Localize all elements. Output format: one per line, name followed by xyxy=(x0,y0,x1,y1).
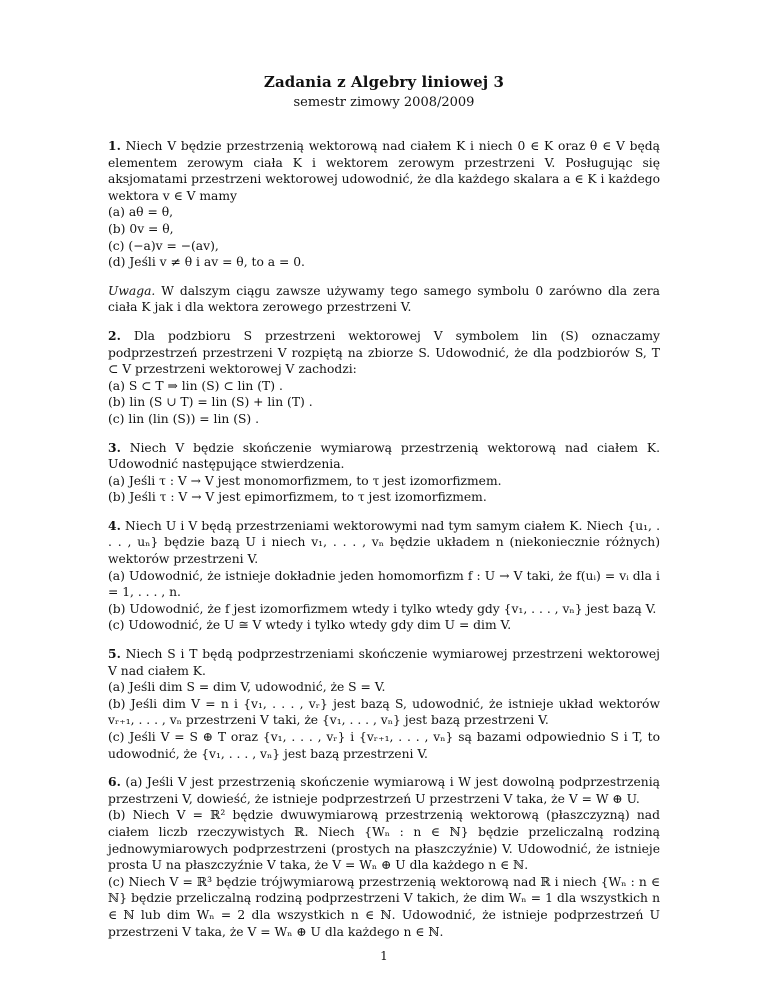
problem-5 xyxy=(108,646,660,762)
problem-text: 4. Niech U i V będą przestrzeniami wektorowymi nad tym samym ciałem K. Niech {u₁, . . . , uₙ} będzie bazą U i niech v₁, . . . , vₙ będzie układem n (niekoniecznie różnych) wektorów przestrzeni V. xyxy=(108,517,660,567)
remark-label: Uwaga. xyxy=(108,283,156,298)
problem-text: 3. Niech V będzie skończenie wymiarową przestrzenią wektorową nad ciałem K. Udowodnić następujące stwierdzenia. xyxy=(108,439,660,472)
problem-number: 2. xyxy=(108,327,121,343)
problem-number: 5. xyxy=(108,646,121,662)
problem-item: (b) Udowodnić, że f jest izomorfizmem wtedy i tylko wtedy gdy {v₁, . . . , vₙ} jest bazą V. xyxy=(108,601,657,616)
problem-number: 6. xyxy=(108,774,121,790)
problem-text: 1. Niech V będzie przestrzenią wektorową nad ciałem K i niech 0 ∈ K oraz θ ∈ V będą elementem zerowym ciała K i wektorem zerowym przestrzeni V. Posługując się aksjomatami przestrzeni wektorowej udowodnić, że dla każdego skalara a ∈ K i każdego wektora v ∈ V mamy xyxy=(108,138,660,203)
problem-item: (b) 0v = θ, xyxy=(108,221,174,236)
problem-text: 5. Niech S i T będą podprzestrzeniami skończenie wymiarowej przestrzeni wektorowej V nad ciałem K. xyxy=(108,646,660,678)
problem-item: (a) S ⊂ T ⇒ lin (S) ⊂ lin (T) . xyxy=(108,378,283,393)
problem-item: (d) Jeśli v ≠ θ i av = θ, to a = 0. xyxy=(108,255,305,270)
page-subtitle: semestr zimowy 2008/2009 xyxy=(293,95,475,110)
problem-list xyxy=(108,138,660,952)
page-title: Zadania z Algebry liniowej 3 xyxy=(263,73,505,91)
problem-item: (a) Udowodnić, że istnieje dokładnie jeden homomorfizm f : U → V taki, że f(uᵢ) = vᵢ dla i = 1, . . . , n. xyxy=(108,568,660,600)
problem-6 xyxy=(108,774,660,940)
page-number: 1 xyxy=(380,949,388,963)
problem-item: (a) aθ = θ, xyxy=(108,205,174,220)
problem-item: (c) lin (lin (S)) = lin (S) . xyxy=(108,411,260,426)
problem-number: 3. xyxy=(108,439,121,455)
problem-4 xyxy=(108,518,660,634)
problem-text: 6. (a) Jeśli V jest przestrzenią skończenie wymiarową i W jest dowolną podprzestrzenią przestrzeni V, dowieść, że istnieje podprzestrzeń U przestrzeni V taka, że V = W ⊕ U. xyxy=(108,774,660,806)
problem-item: (c) Udowodnić, że U ≅ V wtedy i tylko wtedy gdy dim U = dim V. xyxy=(108,618,512,633)
problem-item: (c) Niech V = ℝ³ będzie trójwymiarową przestrzenią wektorową nad ℝ i niech {Wₙ : n ∈ ℕ} będzie przeliczalną rodziną podprzestrzeni V takich, że dim Wₙ = 1 dla wszystkich n ∈ ℕ lub dim Wₙ = 2 dla wszystkich n ∈ ℕ. Udowodnić, że istnieje podprzestrzeń U przestrzeni V taka, że V = Wₙ ⊕ U dla każdego n ∈ ℕ. xyxy=(108,874,660,939)
remark xyxy=(108,283,660,316)
problem-item: (b) Jeśli dim V = n i {v₁, . . . , vᵣ} jest bazą S, udowodnić, że istnieje układ wektorów vᵣ₊₁, . . . , vₙ przestrzeni V taki, że {v₁, . . . , vₙ} jest bazą przestrzeni V. xyxy=(108,696,660,728)
problem-item: (b) lin (S ∪ T) = lin (S) + lin (T) . xyxy=(108,395,313,410)
problem-item: (c) (−a)v = −(av), xyxy=(108,238,219,253)
problem-item: (a) Jeśli τ : V → V jest monomorfizmem, to τ jest izomorfizmem. xyxy=(108,473,502,488)
problem-1 xyxy=(108,138,660,271)
remark-text: Uwaga. W dalszym ciągu zawsze używamy tego samego symbolu 0 zarówno dla zera ciała K jak i dla wektora zerowego przestrzeni V. xyxy=(108,283,660,315)
problem-item: (b) Niech V = ℝ² będzie dwuwymiarową przestrzenią wektorową (płaszczyzną) nad ciałem liczb rzeczywistych ℝ. Niech {Wₙ : n ∈ ℕ} będzie przeliczalną rodziną jednowymiarowych podprzestrzeni (prostych na płaszczyźnie) V. Udowodnić, że istnieje prosta U na płaszczyźnie V taka, że V = Wₙ ⊕ U dla każdego n ∈ ℕ. xyxy=(108,808,660,873)
problem-item: (a) Jeśli dim S = dim V, udowodnić, że S = V. xyxy=(108,680,386,695)
problem-2 xyxy=(108,328,660,428)
problem-item: (c) Jeśli V = S ⊕ T oraz {v₁, . . . , vᵣ} i {vᵣ₊₁, . . . , vₙ} są bazami odpowiednio S i T, to udowodnić, że {v₁, . . . , vₙ} jest bazą przestrzeni V. xyxy=(108,730,660,761)
problem-number: 1. xyxy=(108,138,121,153)
problem-number: 4. xyxy=(108,517,121,533)
problem-text: 2. Dla podzbioru S przestrzeni wektorowej V symbolem lin (S) oznaczamy podprzestrzeń przestrzeni V rozpiętą na zbiorze S. Udowodnić, że dla podzbiorów S, T ⊂ V przestrzeni wektorowej V zachodzi: xyxy=(108,327,660,377)
problem-3 xyxy=(108,440,660,506)
problem-item: (b) Jeśli τ : V → V jest epimorfizmem, to τ jest izomorfizmem. xyxy=(108,490,487,505)
